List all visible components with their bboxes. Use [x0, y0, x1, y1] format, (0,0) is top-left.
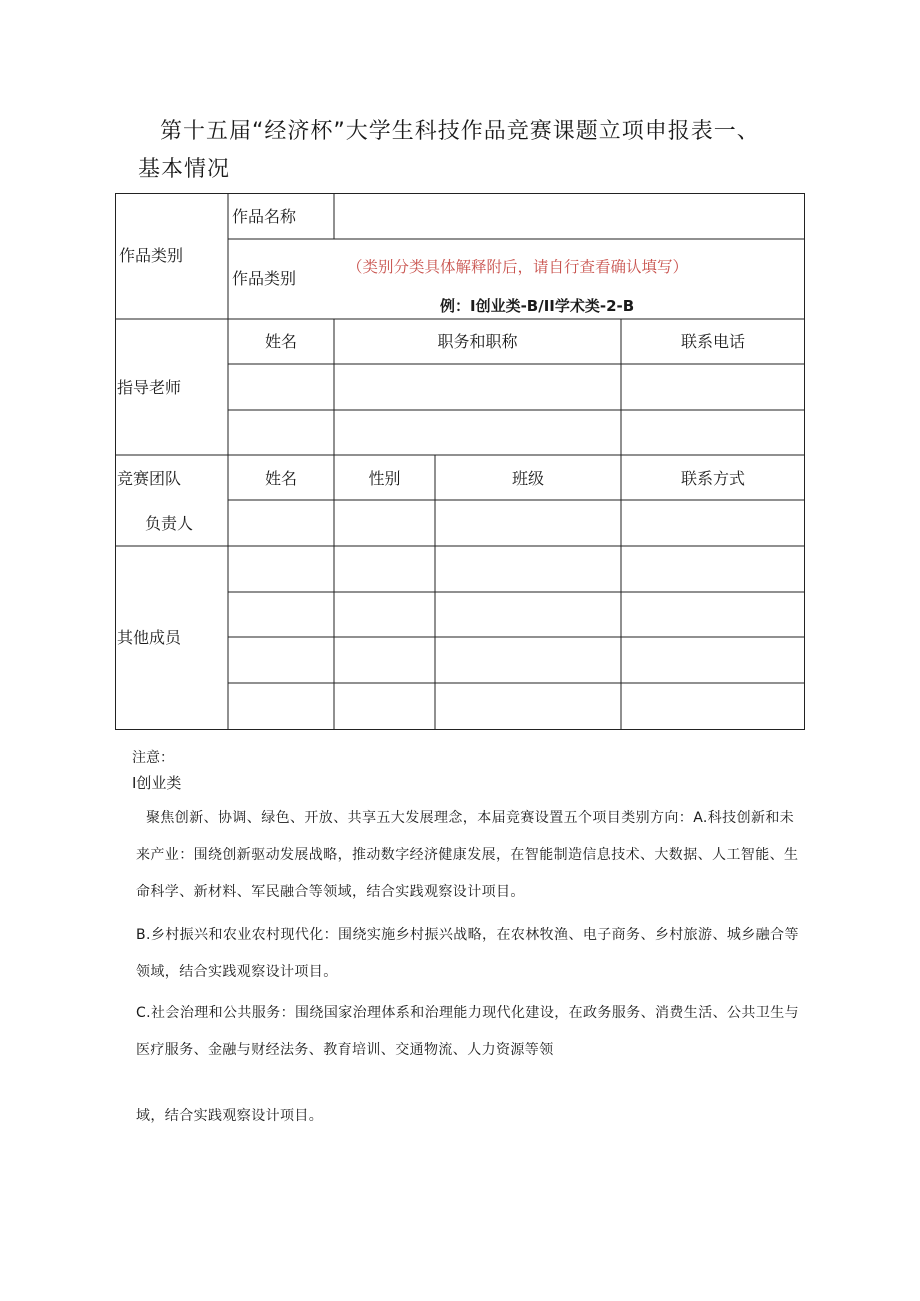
- notes-paragraph: C.社会治理和公共服务：围绕国家治理体系和治理能力现代化建设，在政务服务、消费生活、公共卫生与医疗服务、金融与财经法务、教育培训、交通物流、人力资源等领: [136, 1005, 800, 1058]
- team-header-contact: 联系方式: [680, 469, 745, 488]
- advisor-header-phone: 联系电话: [680, 332, 745, 351]
- team-header-gender: 性别: [368, 469, 401, 488]
- notes-paragraph: 域，结合实践观察设计项目。: [136, 1108, 324, 1124]
- work-section-label: 作品类别: [119, 246, 184, 265]
- work-name-field[interactable]: [335, 194, 804, 238]
- application-form-table: [115, 193, 805, 730]
- category-title: Ⅰ创业类: [132, 774, 182, 792]
- page-title: 第十五届“经济杯”大学生科技作品竞赛课题立项申报表一、: [160, 119, 760, 144]
- work-category-example: 例：I创业类-B/II学术类-2-B: [440, 297, 635, 315]
- work-name-label: 作品名称: [232, 207, 297, 226]
- notes-label: 注意：: [132, 750, 174, 766]
- advisor-section-label: 指导老师: [117, 378, 182, 397]
- work-category-hint: （类别分类具体解释附后，请自行查看确认填写）: [347, 258, 689, 276]
- work-category-label: 作品类别: [232, 269, 297, 288]
- team-section-label: 竞赛团队: [117, 469, 182, 488]
- team-header-class: 班级: [511, 469, 544, 488]
- advisor-header-name: 姓名: [264, 332, 297, 351]
- section-heading: 基本情况: [138, 157, 231, 182]
- leader-label: 负责人: [145, 514, 194, 533]
- members-label: 其他成员: [117, 628, 182, 647]
- advisor-header-title: 职务和职称: [437, 332, 518, 351]
- team-header-name: 姓名: [264, 469, 297, 488]
- notes-paragraph: B.乡村振兴和农业农村现代化：围绕实施乡村振兴战略，在农林牧渔、电子商务、乡村旅游、城乡融合等领域，结合实践观察设计项目。: [136, 927, 799, 980]
- notes-paragraph: 聚焦创新、协调、绿色、开放、共享五大发展理念，本届竞赛设置五个项目类别方向：A.科技创新和未来产业：围绕创新驱动发展战略，推动数字经济健康发展，在智能制造信息技术、大数据、人工智能、生命科学、新材料、军民融合等领域，结合实践观察设计项目。: [136, 810, 799, 900]
